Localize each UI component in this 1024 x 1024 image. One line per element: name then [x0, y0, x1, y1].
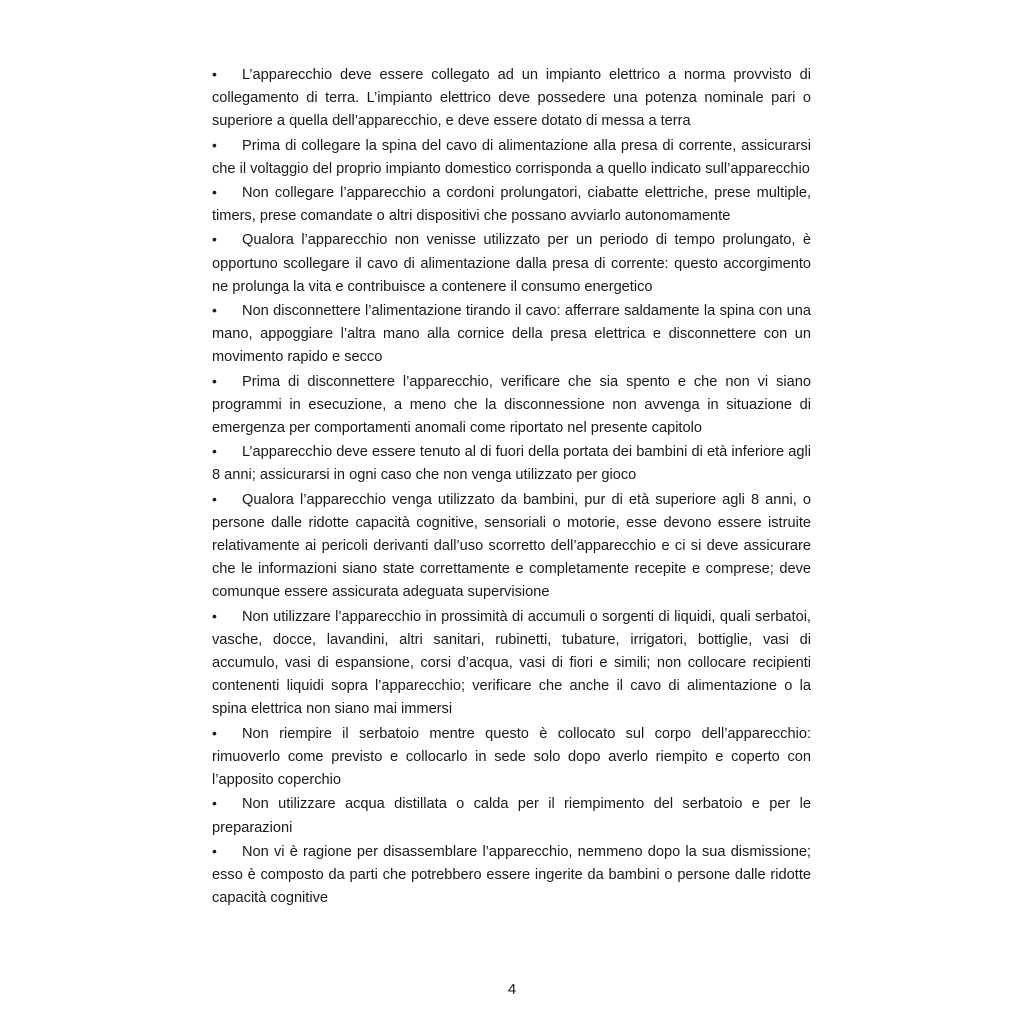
list-item — [212, 181, 811, 228]
bullet-icon: • — [212, 795, 217, 812]
list-item — [212, 440, 811, 487]
list-item-text: Prima di disconnettere l’apparecchio, verificare che sia spento e che non vi siano programmi in esecuzione, a meno che la disconnessione non avvenga in situazione di emergenza per comportamenti anomali come riportato nel presente capitolo — [212, 373, 811, 437]
list-item — [212, 605, 811, 722]
bullet-icon: • — [212, 842, 217, 859]
bullet-icon: • — [212, 490, 217, 507]
list-item — [212, 299, 811, 370]
list-item — [212, 370, 811, 441]
list-item-text: Non utilizzare l’apparecchio in prossimità di accumuli o sorgenti di liquidi, quali serbatoi, vasche, docce, lavandini, altri sanitari, rubinetti, tubature, irrigatori, bottiglie, vasi di accumulo, vasi di espansione, corsi d’acqua, vasi di fiori e simili; non collocare recipienti contenenti liquidi sopra l’apparecchio; verificare che anche il cavo di alimentazione o la spina elettrica non siano mai immersi — [212, 608, 811, 718]
list-item — [212, 134, 811, 181]
list-item — [212, 722, 811, 793]
list-item-text: L’apparecchio deve essere tenuto al di fuori della portata dei bambini di età inferiore agli 8 anni; assicurarsi in ogni caso che non venga utilizzato per gioco — [212, 444, 811, 484]
bullet-icon: • — [212, 302, 217, 319]
list-item-text: Qualora l’apparecchio non venisse utilizzato per un periodo di tempo prolungato, è opportuno scollegare il cavo di alimentazione dalla presa di corrente: questo accorgimento ne prolunga la vita e contribuisce a contenere il consumo energetico — [212, 232, 811, 295]
bullet-icon: • — [212, 443, 217, 460]
list-item — [212, 63, 811, 134]
bullet-icon: • — [212, 231, 217, 248]
list-item-text: Non disconnettere l’alimentazione tirando il cavo: afferrare saldamente la spina con una mano, appoggiare l’altra mano alla cornice della presa elettrica e disconnettere con un movimento rapido e secco — [212, 303, 811, 366]
list-item-text: Non collegare l’apparecchio a cordoni prolungatori, ciabatte elettriche, prese multiple, timers, prese comandate o altri dispositivi che possano avviarlo autonomamente — [212, 185, 811, 225]
list-item — [212, 488, 811, 605]
bullet-icon: • — [212, 724, 217, 741]
list-item — [212, 840, 811, 911]
bullet-icon: • — [212, 136, 217, 153]
list-item-text: Non riempire il serbatoio mentre questo è collocato sul corpo dell’apparecchio: rimuoverlo come previsto e collocarlo in sede solo dopo averlo riempito e coperto con l’apposito coperchio — [212, 725, 811, 789]
list-item — [212, 792, 811, 839]
list-item-text: Non vi è ragione per disassemblare l’apparecchio, nemmeno dopo la sua dismissione; esso è composto da parti che potrebbero essere ingerite da bambini o persone dalle ridotte capacità cognitive — [212, 843, 811, 907]
list-item — [212, 228, 811, 299]
safety-instructions-list — [212, 63, 811, 910]
page-number: 4 — [507, 981, 517, 998]
list-item-text: L’apparecchio deve essere collegato ad un impianto elettrico a norma provvisto di collegamento di terra. L’impianto elettrico deve possedere una potenza nominale pari o superiore a quella dell’apparecchio, e deve essere dotato di messa a terra — [212, 67, 811, 130]
bullet-icon: • — [212, 607, 217, 624]
bullet-icon: • — [212, 184, 217, 201]
bullet-icon: • — [212, 66, 217, 82]
bullet-icon: • — [212, 372, 217, 389]
list-item-text: Non utilizzare acqua distillata o calda per il riempimento del serbatoio e per le preparazioni — [212, 796, 811, 836]
list-item-text: Qualora l’apparecchio venga utilizzato da bambini, pur di età superiore agli 8 anni, o persone dalle ridotte capacità cognitive, sensoriali o motorie, esse devono essere istruite relativamente ai pericoli derivanti dall’uso scorretto dell’apparecchio e ci si deve assicurare che le informazioni siano state correttamente e completamente recepite e comprese; deve comunque essere assicurata adeguata supervisione — [212, 491, 811, 601]
list-item-text: Prima di collegare la spina del cavo di alimentazione alla presa di corrente, assicurarsi che il voltaggio del proprio impianto domestico corrisponda a quello indicato sull’apparecchio — [212, 137, 811, 177]
